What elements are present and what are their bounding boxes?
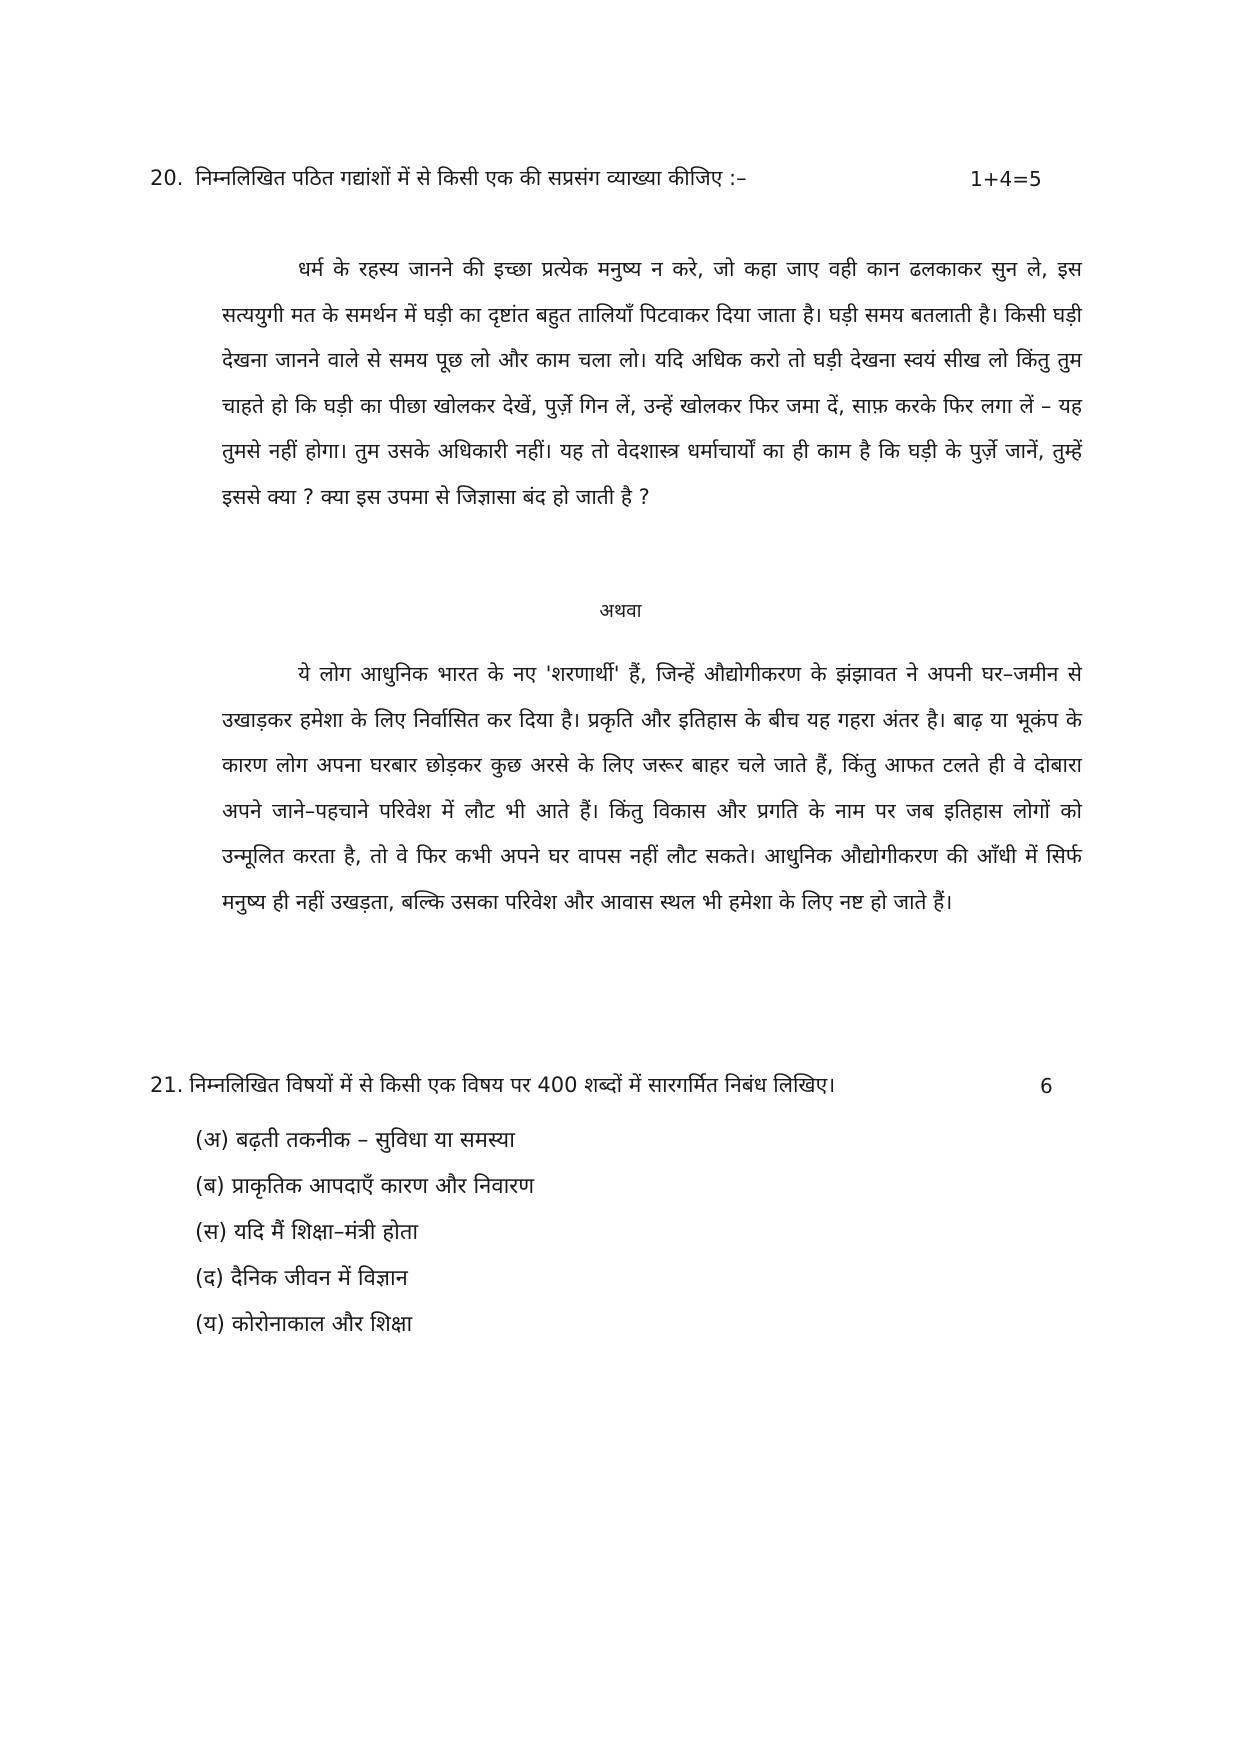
question-20-instruction: निम्नलिखित पठित गद्यांशों में से किसी एक की सप्रसंग व्याख्या कीजिए :–: [195, 166, 747, 190]
question-20-marks: 1+4=5: [970, 167, 1042, 191]
essay-topic-b: (ब) प्राकृतिक आपदाएँ कारण और निवारण: [195, 1174, 535, 1199]
passage-2: ये लोग आधुनिक भारत के नए 'शरणार्थी' हैं, जिन्हें औद्योगीकरण के झंझावत ने अपनी घर–जमीन से उखाड़कर हमेशा के लिए निर्वासित कर दिया है। प्रकृति और इतिहास के बीच यह गहरा अंतर है। बाढ़ या भूकंप के कारण लोग अपना घरबार छोड़कर कुछ अरसे के लिए जरूर बाहर चले जाते हैं, किंतु आफत टलते ही वे दोबारा अपने जाने–पहचाने परिवेश में लौट भी आते हैं। किंतु विकास और प्रगति के नाम पर जब इतिहास लोगों को उन्मूलित करता है, तो वे फिर कभी अपने घर वापस नहीं लौट सकते। आधुनिक औद्योगीकरण की आँधी में सिर्फ मनुष्य ही नहीं उखड़ता, बल्कि उसका परिवेश और आवास स्थल भी हमेशा के लिए नष्ट हो जाते हैं।: [222, 662, 1082, 914]
question-21-line: [150, 1071, 835, 1099]
passage-1: धर्म के रहस्य जानने की इच्छा प्रत्येक मनुष्य न करे, जो कहा जाए वही कान ढलकाकर सुन ले, इस सत्ययुगी मत के समर्थन में घड़ी का दृष्टांत बहुत तालियाँ पिटवाकर दिया जाता है। घड़ी समय बतलाती है। किसी घड़ी देखना जानने वाले से समय पूछ लो और काम चला लो। यदि अधिक करो तो घड़ी देखना स्वयं सीख लो किंतु तुम चाहते हो कि घड़ी का पीछा खोलकर देखें, पुर्ज़े गिन लें, उन्हें खोलकर फिर जमा दें, साफ़ करके फिर लगा लें – यह तुमसे नहीं होगा। तुम उसके अधिकारी नहीं। यह तो वेदशास्त्र धर्माचार्यों का ही काम है कि घड़ी के पुर्ज़े जानें, तुम्हें इससे क्या ? क्या इस उपमा से जिज्ञासा बंद हो जाती है ?: [222, 257, 1082, 509]
or-label: अथवा: [599, 600, 642, 622]
question-20-line: [150, 164, 747, 192]
essay-topic-a: (अ) बढ़ती तकनीक – सुविधा या समस्या: [195, 1128, 515, 1153]
essay-topic-list: [195, 1118, 534, 1348]
essay-topic-e: (य) कोरोनाकाल और शिक्षा: [195, 1312, 413, 1337]
question-21-marks: 6: [1040, 1074, 1053, 1098]
question-21-number: 21.: [150, 1073, 184, 1097]
question-21-instruction: निम्नलिखित विषयों में से किसी एक विषय पर 400 शब्दों में सारगर्मित निबंध लिखिए।: [189, 1073, 836, 1097]
essay-topic-c: (स) यदि मैं शिक्षा–मंत्री होता: [195, 1220, 419, 1245]
question-20-number: 20.: [150, 166, 184, 190]
essay-topic-d: (द) दैनिक जीवन में विज्ञान: [195, 1266, 408, 1291]
